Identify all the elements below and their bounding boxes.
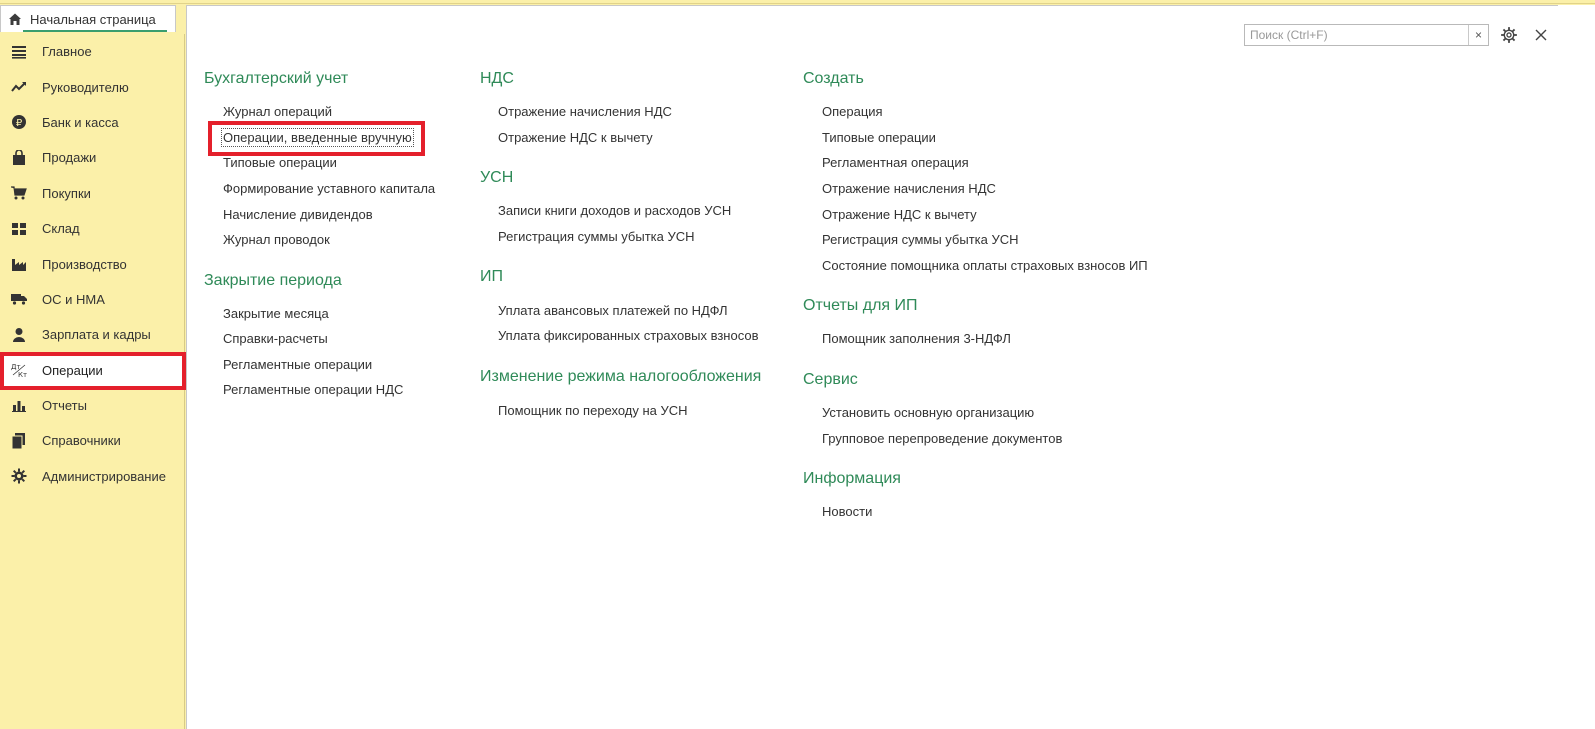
- search-box: [1244, 24, 1489, 46]
- link-dividends[interactable]: Начисление дивидендов: [223, 207, 373, 222]
- link-usn-transition-assistant[interactable]: Помощник по переходу на УСН: [498, 403, 688, 418]
- link-routine-operations-vat[interactable]: Регламентные операции НДС: [223, 382, 404, 397]
- link-3ndfl-assistant[interactable]: Помощник заполнения 3-НДФЛ: [822, 331, 1011, 346]
- books-icon: [11, 433, 27, 449]
- link-entries-journal[interactable]: Журнал проводок: [223, 232, 330, 247]
- menu-lines-icon: [11, 44, 27, 60]
- section-title-create: Создать: [803, 70, 864, 87]
- sidebar-item-main[interactable]: [0, 34, 184, 69]
- section-title-tax-regime-change: Изменение режима налогообложения: [480, 368, 762, 385]
- link-create-routine-operation[interactable]: Регламентная операция: [822, 155, 969, 170]
- settings-gear-icon[interactable]: [1500, 26, 1518, 44]
- shopping-cart-icon: [11, 185, 27, 201]
- home-icon: [7, 11, 23, 27]
- home-tab-label: Начальная страница: [30, 11, 156, 27]
- sidebar-item-bank[interactable]: [0, 105, 184, 140]
- sidebar-item-label: Банк и касса: [42, 114, 119, 130]
- sidebar-item-label: Справочники: [42, 433, 121, 449]
- shopping-bag-icon: [11, 150, 27, 166]
- sidebar-item-production[interactable]: [0, 246, 184, 281]
- link-month-closing[interactable]: Закрытие месяца: [223, 306, 329, 321]
- sidebar-item-label: Руководителю: [42, 79, 129, 95]
- link-typical-operations[interactable]: Типовые операции: [223, 155, 337, 170]
- link-create-usn-loss[interactable]: Регистрация суммы убытка УСН: [822, 232, 1019, 247]
- sidebar: [0, 34, 185, 729]
- svg-text:Кт: Кт: [18, 371, 27, 379]
- sidebar-item-salary[interactable]: [0, 317, 184, 352]
- ruble-coin-icon: [11, 114, 27, 130]
- link-usn-book-entries[interactable]: Записи книги доходов и расходов УСН: [498, 203, 732, 218]
- section-title-accounting: Бухгалтерский учет: [204, 70, 349, 87]
- sidebar-item-assets[interactable]: [0, 282, 184, 317]
- section-title-information: Информация: [803, 470, 901, 487]
- link-set-main-organization[interactable]: Установить основную организацию: [822, 405, 1035, 420]
- sidebar-item-label: Продажи: [42, 150, 97, 166]
- section-title-usn: УСН: [480, 169, 514, 186]
- tab-underline: [23, 30, 167, 32]
- sidebar-item-purchases[interactable]: [0, 176, 184, 211]
- search-clear-button[interactable]: ×: [1468, 25, 1488, 45]
- section-title-service: Сервис: [803, 371, 858, 388]
- sidebar-item-label: Главное: [42, 44, 92, 60]
- link-reference-calculations[interactable]: Справки-расчеты: [223, 331, 328, 346]
- svg-text:Дт: Дт: [11, 363, 21, 372]
- home-tab[interactable]: [0, 5, 176, 32]
- sidebar-item-label: Покупки: [42, 185, 91, 201]
- gear-icon: [11, 468, 27, 484]
- section-title-period-closing: Закрытие периода: [204, 272, 342, 289]
- sidebar-item-label: ОС и НМА: [42, 291, 105, 307]
- link-create-vat-deduction[interactable]: Отражение НДС к вычету: [822, 207, 977, 222]
- link-fixed-insurance[interactable]: Уплата фиксированных страховых взносов: [498, 328, 759, 343]
- sidebar-item-sales[interactable]: [0, 140, 184, 175]
- debit-credit-icon: [11, 362, 27, 378]
- sidebar-item-label: Производство: [42, 256, 127, 272]
- sidebar-item-label: Склад: [42, 221, 80, 237]
- sidebar-item-label: Операции: [42, 362, 103, 378]
- sidebar-item-label: Администрирование: [42, 468, 166, 484]
- section-title-vat: НДС: [480, 70, 514, 87]
- link-insurance-assistant-state[interactable]: Состояние помощника оплаты страховых взносов ИП: [822, 258, 1148, 273]
- sidebar-item-reports[interactable]: [0, 388, 184, 423]
- link-ndfl-advances[interactable]: Уплата авансовых платежей по НДФЛ: [498, 303, 728, 318]
- sidebar-item-label: Отчеты: [42, 398, 87, 414]
- truck-icon: [11, 291, 27, 307]
- sidebar-item-admin[interactable]: [0, 459, 184, 494]
- link-group-reposting[interactable]: Групповое перепроведение документов: [822, 431, 1063, 446]
- warehouse-grid-icon: [11, 221, 27, 237]
- svg-text:₽: ₽: [15, 118, 23, 130]
- link-vat-accrual[interactable]: Отражение начисления НДС: [498, 104, 672, 119]
- link-usn-loss-registration[interactable]: Регистрация суммы убытка УСН: [498, 229, 695, 244]
- search-input[interactable]: [1245, 25, 1468, 45]
- link-create-operation[interactable]: Операция: [822, 104, 883, 119]
- bar-chart-icon: [11, 398, 27, 414]
- section-title-ip: ИП: [480, 268, 503, 285]
- link-create-vat-accrual[interactable]: Отражение начисления НДС: [822, 181, 996, 196]
- top-strip: [0, 0, 1595, 4]
- factory-icon: [11, 256, 27, 272]
- link-vat-deduction[interactable]: Отражение НДС к вычету: [498, 130, 653, 145]
- person-icon: [11, 327, 27, 343]
- section-title-ip-reports: Отчеты для ИП: [803, 297, 918, 314]
- close-icon[interactable]: [1532, 26, 1550, 44]
- link-news[interactable]: Новости: [822, 504, 873, 519]
- link-charter-capital[interactable]: Формирование уставного капитала: [223, 181, 436, 196]
- sidebar-item-operations[interactable]: [0, 353, 184, 388]
- right-gutter: [1558, 5, 1595, 729]
- link-operations-journal[interactable]: Журнал операций: [223, 104, 332, 119]
- sidebar-item-label: Зарплата и кадры: [42, 327, 151, 343]
- sidebar-item-directories[interactable]: [0, 423, 184, 458]
- sidebar-item-warehouse[interactable]: [0, 211, 184, 246]
- link-manual-operations[interactable]: Операции, введенные вручную: [223, 130, 412, 145]
- link-routine-operations[interactable]: Регламентные операции: [223, 357, 373, 372]
- trend-chart-icon: [11, 79, 27, 95]
- link-create-typical-operations[interactable]: Типовые операции: [822, 130, 936, 145]
- sidebar-item-manager[interactable]: [0, 69, 184, 104]
